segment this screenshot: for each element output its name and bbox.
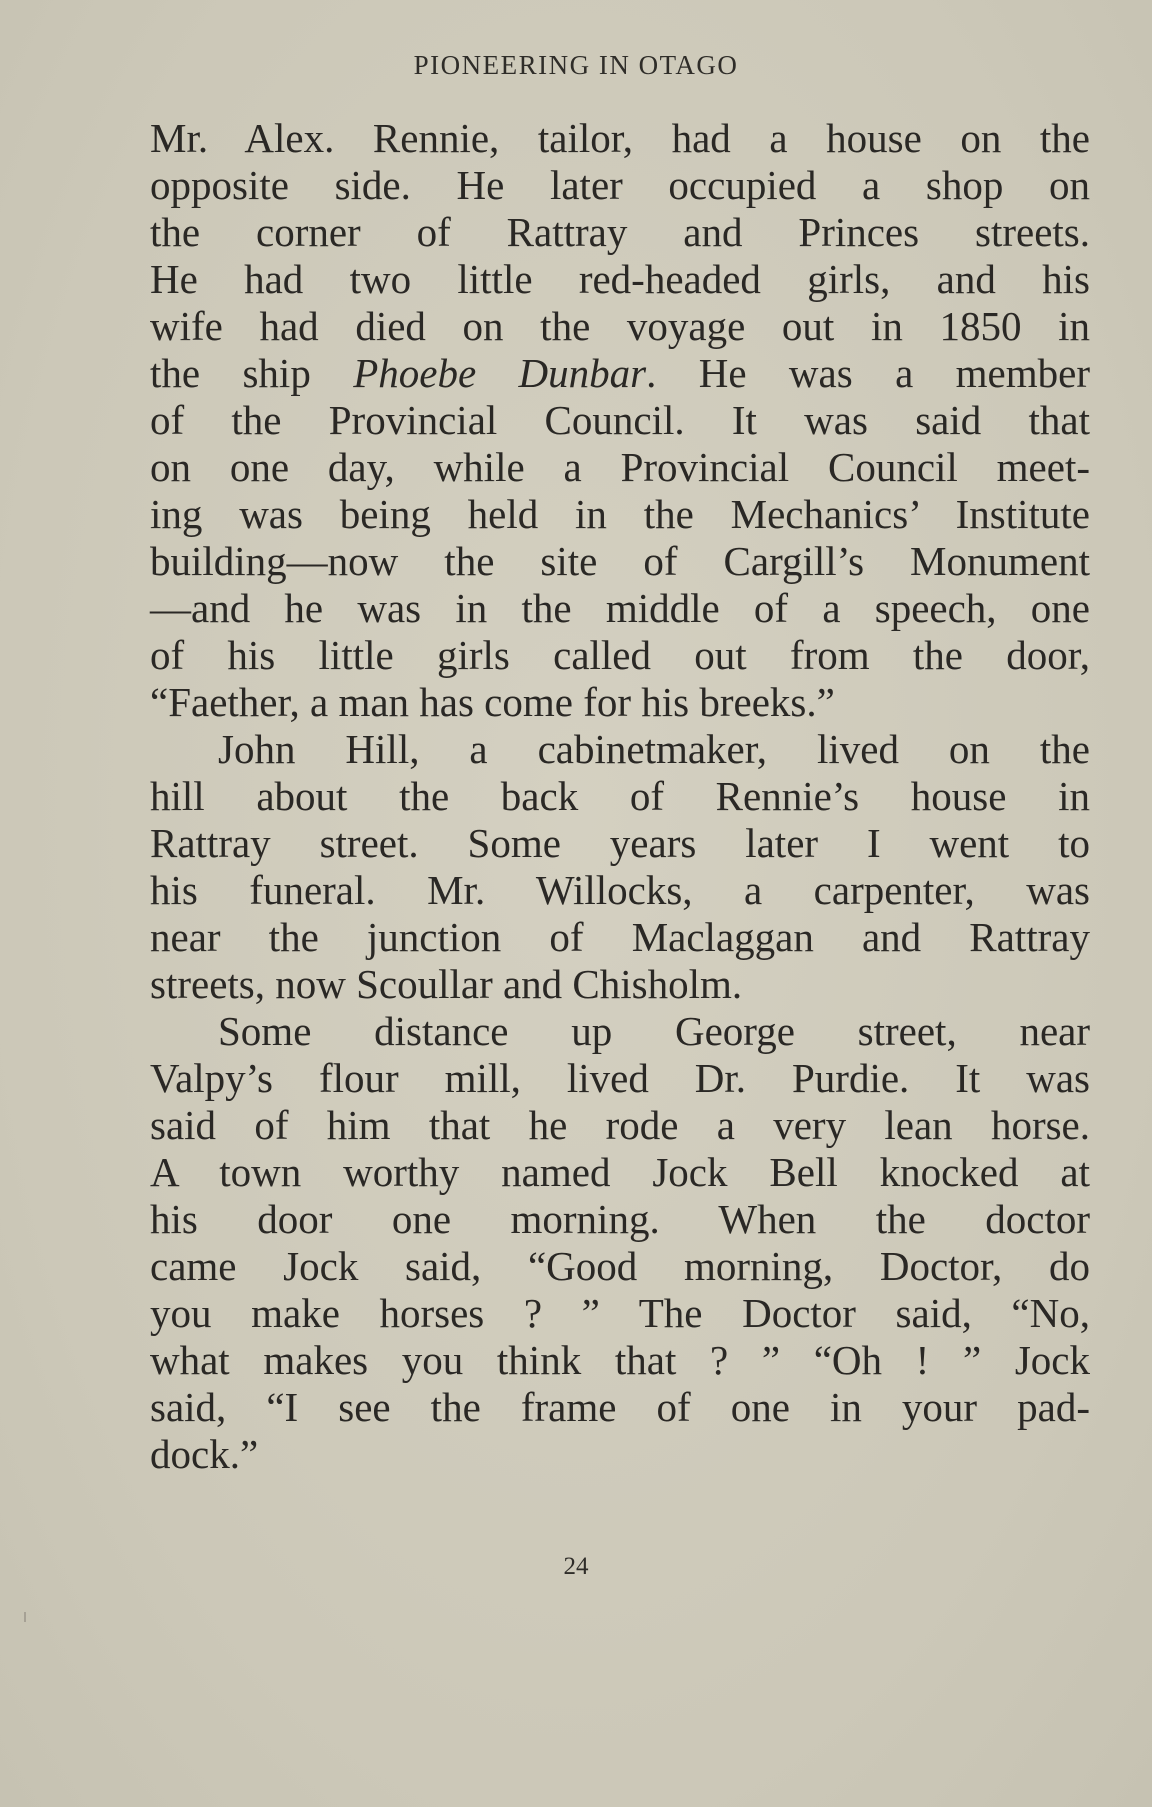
text-line: of the Provincial Council. It was said that [150,397,1090,443]
page-number: 24 [563,1553,589,1580]
text-line: the corner of Rattray and Princes streets. [150,209,1090,255]
text-line: hill about the back of Rennie’s house in [150,773,1090,819]
text-line: He had two little red-headed girls, and his [150,256,1090,302]
text-fragment: . He was a member [646,350,1090,396]
body-text [150,115,1090,1478]
text-line: opposite side. He later occupied a shop on [150,162,1090,208]
text-line: said, “I see the frame of one in your pad- [150,1384,1090,1430]
text-line: came Jock said, “Good morning, Doctor, do [150,1243,1090,1289]
text-line: ing was being held in the Mechanics’ Institute [150,491,1090,537]
text-fragment: the ship [150,350,354,396]
text-line: A town worthy named Jock Bell knocked at [150,1149,1090,1195]
text-line: his funeral. Mr. Willocks, a carpenter, was [150,867,1090,913]
text-line: Valpy’s flour mill, lived Dr. Purdie. It was [150,1055,1090,1101]
text-line: John Hill, a cabinetmaker, lived on the [218,726,1090,772]
text-line: his door one morning. When the doctor [150,1196,1090,1242]
text-line: —and he was in the middle of a speech, one [150,585,1090,631]
text-line: Rattray street. Some years later I went to [150,820,1090,866]
running-head: PIONEERING IN OTAGO [413,50,739,80]
text-line: building—now the site of Cargill’s Monument [150,538,1090,584]
text-line: said of him that he rode a very lean horse. [150,1102,1090,1148]
text-line: on one day, while a Provincial Council meet- [150,444,1090,490]
text-line: Some distance up George street, near [218,1008,1090,1054]
text-line: “Faether, a man has come for his breeks.” [150,679,835,725]
ship-name: Phoebe Dunbar [353,350,647,396]
text-line: wife had died on the voyage out in 1850 in [150,303,1090,349]
text-line: of his little girls called out from the door, [150,632,1090,678]
text-line: Mr. Alex. Rennie, tailor, had a house on the [150,115,1090,161]
text-line [150,350,1090,397]
text-line: near the junction of Maclaggan and Rattray [150,914,1090,960]
text-line: dock.” [150,1431,259,1477]
paper-speck [24,1612,26,1622]
text-line: you make horses ? ” The Doctor said, “No, [150,1290,1090,1336]
text-line: streets, now Scoullar and Chisholm. [150,961,743,1007]
text-line: what makes you think that ? ” “Oh ! ” Jock [150,1337,1090,1383]
